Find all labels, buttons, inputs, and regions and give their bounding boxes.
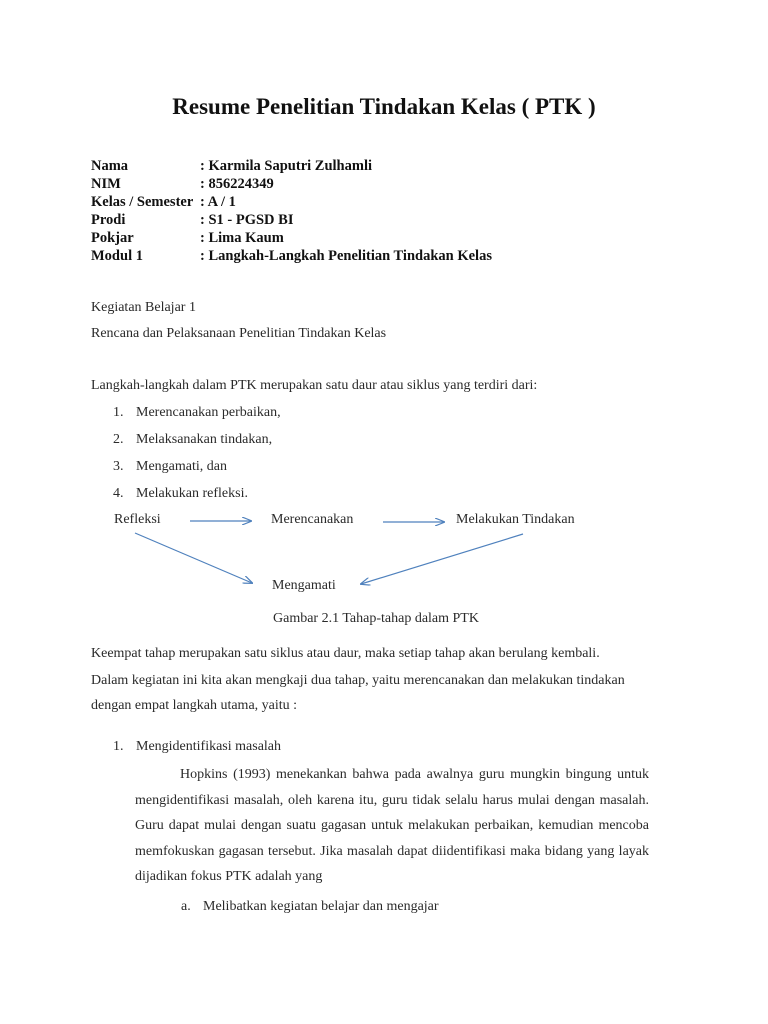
step-text: Melaksanakan tindakan, <box>136 432 273 447</box>
info-row-pokjar <box>91 229 492 247</box>
step-text: Merencanakan perbaikan, <box>136 405 281 420</box>
info-value: : A / 1 <box>200 194 236 210</box>
info-value: : Lima Kaum <box>200 230 284 246</box>
info-row-nama <box>91 157 492 175</box>
info-row-nim <box>91 175 492 193</box>
info-row-prodi <box>91 211 492 229</box>
info-label: Modul 1 <box>91 248 143 264</box>
diagram-node-mengamati: Mengamati <box>272 578 336 593</box>
info-row-kelas <box>91 193 492 211</box>
body-line: Keempat tahap merupakan satu siklus atau daur, maka setiap tahap akan berulang kembali. <box>91 646 600 661</box>
info-label: Nama <box>91 158 129 174</box>
body-line: dengan empat langkah utama, yaitu : <box>91 698 298 713</box>
step-number: 2. <box>113 432 124 447</box>
diagram-node-melakukan: Melakukan Tindakan <box>456 512 575 527</box>
info-label: Kelas / Semester <box>91 194 194 210</box>
step-text: Melakukan refleksi. <box>136 486 248 501</box>
info-row-modul <box>91 247 492 265</box>
document-title: Resume Penelitian Tindakan Kelas ( PTK ) <box>172 94 596 119</box>
section-paragraph <box>135 762 649 890</box>
student-info-block <box>91 157 492 265</box>
step-number: 1. <box>113 405 124 420</box>
info-label: NIM <box>91 176 121 192</box>
kegiatan-heading: Kegiatan Belajar 1 <box>91 300 196 315</box>
arrow-refleksi-to-mengamati <box>135 533 252 583</box>
body-line: Dalam kegiatan ini kita akan mengkaji dua tahap, yaitu merencanakan dan melakukan tindakan <box>91 673 625 688</box>
diagram-node-merencanakan: Merencanakan <box>271 512 354 527</box>
diagram-node-refleksi: Refleksi <box>114 512 161 527</box>
info-value: : 856224349 <box>200 176 274 192</box>
figure-caption: Gambar 2.1 Tahap-tahap dalam PTK <box>273 611 479 626</box>
section-number: 1. <box>113 739 124 754</box>
sub-item-text: Melibatkan kegiatan belajar dan mengajar <box>203 899 439 914</box>
info-value: : S1 - PGSD BI <box>200 212 294 228</box>
info-label: Pokjar <box>91 230 134 246</box>
info-label: Prodi <box>91 212 126 228</box>
step-text: Mengamati, dan <box>136 459 227 474</box>
intro-text: Langkah-langkah dalam PTK merupakan satu daur atau siklus yang terdiri dari: <box>91 378 538 393</box>
step-number: 4. <box>113 486 124 501</box>
sub-item-letter: a. <box>181 899 191 914</box>
info-value: : Langkah-Langkah Penelitian Tindakan Kelas <box>200 248 492 264</box>
section-subtitle: Rencana dan Pelaksanaan Penelitian Tindakan Kelas <box>91 326 387 341</box>
step-number: 3. <box>113 459 124 474</box>
section-paragraph-text: Hopkins (1993) menekankan bahwa pada awalnya guru mungkin bingung untuk mengidentifikasi masalah, oleh karena itu, guru tidak selalu harus mulai dengan masalah. Guru dapat mulai dengan suatu gagasan untuk melakukan perbaikan, kemudian mencoba memfokuskan gagasan tersebut. Jika masalah dapat diidentifikasi maka bidang yang layak dijadikan fokus PTK adalah yang <box>135 767 649 884</box>
section-heading: Mengidentifikasi masalah <box>136 739 282 754</box>
info-value: : Karmila Saputri Zulhamli <box>200 158 373 174</box>
arrow-melakukan-to-mengamati <box>361 534 523 584</box>
